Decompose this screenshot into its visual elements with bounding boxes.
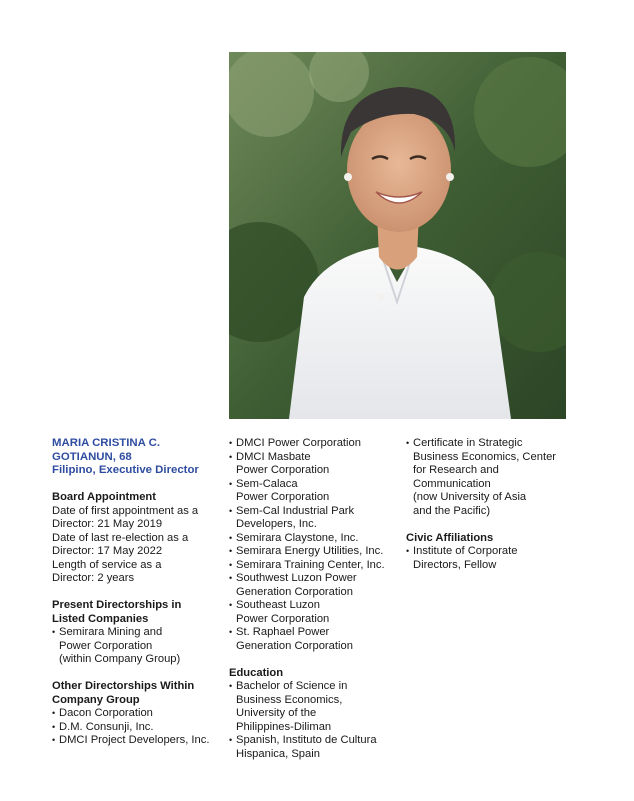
- list-item: • Sem-Cal Industrial Park: [229, 505, 401, 519]
- present-directorships-heading: Present Directorships in: [52, 599, 182, 611]
- list-item: • St. Raphael Power: [229, 626, 401, 640]
- director-name-line1: MARIA CRISTINA C.: [52, 437, 160, 449]
- list-item-continuation: Philippines-Diliman: [236, 720, 332, 733]
- present-directorships-heading: Listed Companies: [52, 612, 149, 625]
- list-item-continuation: Business Economics,: [236, 693, 343, 706]
- list-item: • Semirara Claystone, Inc.: [229, 532, 401, 546]
- list-item: • Spanish, Instituto de Cultura: [229, 734, 401, 748]
- board-appointment-line: Director: 21 May 2019: [52, 518, 163, 530]
- list-item-continuation: Power Corporation: [236, 612, 330, 625]
- director-portrait: [229, 52, 566, 419]
- column-3: [406, 437, 576, 572]
- list-item: • Sem-Calaca: [229, 478, 401, 492]
- column-2: [229, 437, 401, 761]
- column-1: [52, 437, 222, 748]
- list-item: • Semirara Training Center, Inc.: [229, 559, 401, 573]
- list-item: • Bachelor of Science in: [229, 680, 401, 694]
- director-name-line2: GOTIANUN, 68: [52, 450, 132, 463]
- list-item: • Certificate in Strategic: [406, 437, 576, 451]
- list-item-continuation: Generation Corporation: [236, 639, 353, 652]
- list-item: • DMCI Power Corporation: [229, 437, 401, 451]
- board-appointment-line: Date of first appointment as a: [52, 504, 199, 517]
- list-item-continuation: Hispanica, Spain: [236, 747, 320, 760]
- list-item: • Dacon Corporation: [52, 707, 222, 721]
- list-item: • Southwest Luzon Power: [229, 572, 401, 586]
- list-item-continuation: Developers, Inc.: [236, 518, 317, 530]
- list-item: • Southeast Luzon: [229, 599, 401, 613]
- list-item-continuation: Communication: [413, 477, 491, 490]
- list-item-continuation: Business Economics, Center: [413, 450, 557, 463]
- board-appointment-line: Director: 2 years: [52, 572, 135, 584]
- board-appointment-heading: Board Appointment: [52, 491, 156, 503]
- list-item-continuation: Generation Corporation: [236, 585, 353, 598]
- other-directorships-heading: Company Group: [52, 693, 140, 706]
- list-item-continuation: Power Corporation: [59, 639, 153, 652]
- director-role: Filipino, Executive Director: [52, 464, 199, 476]
- civic-affiliations-heading: Civic Affiliations: [406, 531, 494, 544]
- list-item: • DMCI Masbate: [229, 451, 401, 465]
- list-item-continuation: and the Pacific): [413, 504, 491, 517]
- list-item-continuation: for Research and: [413, 464, 499, 476]
- list-item: • D.M. Consunji, Inc.: [52, 721, 222, 735]
- list-item: • Semirara Mining and: [52, 626, 222, 640]
- list-item-continuation: Directors, Fellow: [413, 558, 497, 571]
- education-heading: Education: [229, 666, 284, 679]
- other-directorships-heading: Other Directorships Within: [52, 680, 195, 692]
- list-item-continuation: (now University of Asia: [413, 491, 527, 503]
- board-appointment-line: Director: 17 May 2022: [52, 545, 163, 557]
- list-item-continuation: University of the: [236, 707, 317, 719]
- board-appointment-line: Length of service as a: [52, 558, 162, 571]
- list-item: • DMCI Project Developers, Inc.: [52, 734, 222, 748]
- list-item: • Semirara Energy Utilities, Inc.: [229, 545, 401, 559]
- list-item-continuation: Power Corporation: [236, 491, 330, 503]
- list-item-continuation: Power Corporation: [236, 464, 330, 476]
- board-appointment-line: Date of last re-election as a: [52, 531, 189, 544]
- list-item: • Institute of Corporate: [406, 545, 576, 559]
- list-item-continuation: (within Company Group): [59, 653, 181, 665]
